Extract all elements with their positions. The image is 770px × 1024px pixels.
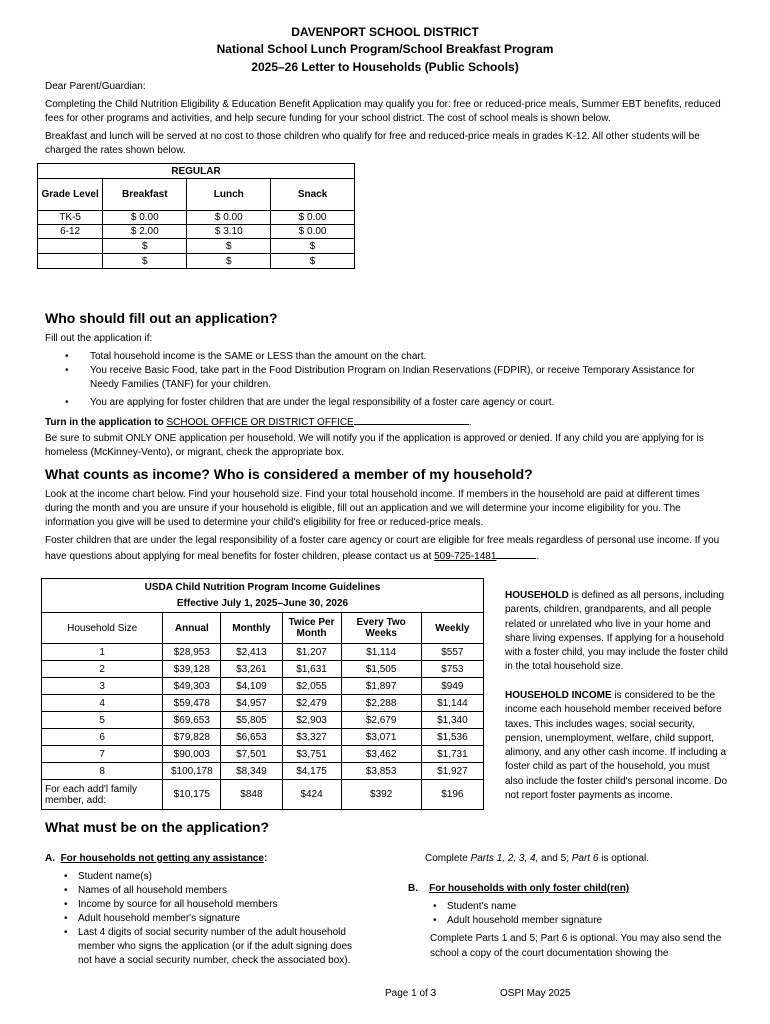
- income-table-title: [42, 579, 484, 613]
- table-row: [38, 225, 355, 239]
- table-cell: $: [103, 254, 187, 269]
- table-cell: $1,536: [421, 729, 483, 746]
- who-bullet-list: [45, 350, 725, 410]
- income-header: Annual: [163, 613, 221, 644]
- list-item: • You receive Basic Food, take part in the Food Distribution Program on Indian Reservations (FDPIR), or receive Temporary Assistance for Needy Families (TANF) for your children.: [45, 364, 725, 392]
- table-cell: $7,501: [221, 746, 282, 763]
- table-cell: 3: [42, 678, 163, 695]
- footer-org: OSPI May 2025: [500, 988, 571, 999]
- table-cell: $1,505: [341, 661, 421, 678]
- income-term: HOUSEHOLD INCOME: [505, 690, 612, 701]
- table-cell: $39,128: [163, 661, 221, 678]
- section-a-list: [62, 870, 362, 968]
- list-item: • You are applying for foster children that are under the legal responsibility of a foster care agency or court.: [45, 396, 725, 410]
- table-cell: $2,055: [282, 678, 341, 695]
- table-cell: $1,897: [341, 678, 421, 695]
- table-cell: 4: [42, 695, 163, 712]
- table-cell: $1,927: [421, 763, 483, 780]
- income-definition: [505, 689, 730, 803]
- list-item: • Last 4 digits of social security number of the adult household member who signs the application (or if the adult signing does not have a social security number, check the associated box).: [62, 926, 362, 968]
- list-item: • Student's name: [431, 900, 721, 914]
- table-cell: 8: [42, 763, 163, 780]
- income-text: is considered to be the income each household member received before taxes. This includes wages, social security, pension, unemployment, welfare, child support, alimony, and any other cash income. If including a foster child as part of the household, you must also include the foster child's personal income. Do not report foster payments as income.: [505, 690, 728, 802]
- table-cell: 2: [42, 661, 163, 678]
- table-cell: $10,175: [163, 780, 221, 810]
- income-header: Household Size: [42, 613, 163, 644]
- table-cell: $69,653: [163, 712, 221, 729]
- table-cell: $3,327: [282, 729, 341, 746]
- table-cell: $49,303: [163, 678, 221, 695]
- table-cell: $ 0.00: [271, 225, 355, 239]
- complete-parts: Parts 1, 2, 3, 4,: [470, 853, 539, 864]
- table-cell: $: [271, 254, 355, 269]
- table-cell: $ 2.00: [103, 225, 187, 239]
- table-row: [42, 712, 484, 729]
- table-cell: $79,828: [163, 729, 221, 746]
- table-cell: $1,731: [421, 746, 483, 763]
- meal-header: Lunch: [187, 179, 271, 211]
- table-row: [42, 678, 484, 695]
- table-row: [38, 254, 355, 269]
- table-row: [42, 644, 484, 661]
- section-a-title: A. For households not getting any assistance:: [45, 853, 268, 864]
- list-item: • Income by source for all household members: [62, 898, 362, 912]
- section-a-complete: [425, 852, 725, 866]
- income-paragraph-1: Look at the income chart below. Find your household size. Find your total household income. If members in the household are paid at different times during the month and you are unsure if your household is eligible, fill out an application and we will determine your income eligibility for you. The information you give will be used to determine your child's eligibility for free or reduced-price meals.: [45, 489, 700, 528]
- table-cell: $3,853: [341, 763, 421, 780]
- district-title: DAVENPORT SCHOOL DISTRICT: [291, 25, 479, 39]
- table-cell: $6,653: [221, 729, 282, 746]
- table-cell: $2,288: [341, 695, 421, 712]
- table-cell: $4,175: [282, 763, 341, 780]
- submit-note: Be sure to submit ONLY ONE application per household. We will notify you if the application is approved or denied. If any child you are applying for is homeless (McKinney-Vento), or migrant, check the appropriate box.: [45, 433, 704, 458]
- table-cell: $3,261: [221, 661, 282, 678]
- list-item: • Adult household member's signature: [62, 912, 362, 926]
- section-b-title: [408, 882, 728, 896]
- turn-in-blank: [354, 414, 469, 425]
- table-cell: $5,805: [221, 712, 282, 729]
- application-heading: What must be on the application?: [45, 819, 269, 835]
- income-table-title-1: USDA Child Nutrition Program Income Guidelines: [144, 581, 381, 593]
- table-cell: $: [187, 239, 271, 254]
- household-definition: [505, 589, 730, 675]
- table-cell: [38, 254, 103, 269]
- table-cell: $ 3.10: [187, 225, 271, 239]
- table-row: [42, 763, 484, 780]
- table-cell: $753: [421, 661, 483, 678]
- turn-in-place: SCHOOL OFFICE OR DISTRICT OFFICE: [166, 417, 354, 428]
- table-row: [42, 729, 484, 746]
- letter-title: 2025–26 Letter to Households (Public Schools): [251, 60, 519, 74]
- table-cell: $3,071: [341, 729, 421, 746]
- income-table-title-2: Effective July 1, 2025–June 30, 2026: [176, 597, 349, 609]
- table-cell: $3,462: [341, 746, 421, 763]
- table-cell: $1,340: [421, 712, 483, 729]
- complete-text: is optional.: [598, 853, 650, 864]
- table-cell: $848: [221, 780, 282, 810]
- table-cell: 6-12: [38, 225, 103, 239]
- table-cell: $1,207: [282, 644, 341, 661]
- section-b-list: [431, 900, 721, 928]
- table-row: [38, 211, 355, 225]
- table-cell: $196: [421, 780, 483, 810]
- table-cell: $: [103, 239, 187, 254]
- household-text: is defined as all persons, including parents, children, grandparents, and all people related or unrelated who live in your home and share living expenses. If applying for a household with a foster child, you may include the foster child in the total household size.: [505, 590, 728, 673]
- income-header: Monthly: [221, 613, 282, 644]
- table-row: [42, 746, 484, 763]
- program-title: National School Lunch Program/School Breakfast Program: [216, 42, 554, 56]
- meal-price-table: [37, 163, 355, 269]
- table-cell: 6: [42, 729, 163, 746]
- income-header: Every Two Weeks: [341, 613, 421, 644]
- table-cell: $100,178: [163, 763, 221, 780]
- list-item: • Student name(s): [62, 870, 362, 884]
- contact-phone[interactable]: 509-725-1481: [434, 551, 497, 562]
- complete-text: Complete: [425, 853, 471, 864]
- table-cell: $59,478: [163, 695, 221, 712]
- meal-header: Snack: [271, 179, 355, 211]
- table-cell: $1,144: [421, 695, 483, 712]
- turn-in-line: Turn in the application to SCHOOL OFFICE OR DISTRICT OFFICE .: [45, 414, 725, 430]
- table-cell: $392: [341, 780, 421, 810]
- intro-paragraph-1: Completing the Child Nutrition Eligibility & Education Benefit Application may qualify you for: free or reduced-price meals, Summer EBT benefits, reduced fees for other programs and activities, and help secure funding for your school district. The cost of school meals is shown below.: [45, 99, 721, 124]
- table-cell: $2,903: [282, 712, 341, 729]
- table-cell: $28,953: [163, 644, 221, 661]
- table-row: [42, 780, 484, 810]
- table-cell: $3,751: [282, 746, 341, 763]
- table-cell: $ 0.00: [271, 211, 355, 225]
- who-heading: Who should fill out an application?: [45, 310, 278, 326]
- section-a-label: A.: [45, 853, 55, 864]
- meal-table-title: REGULAR: [38, 164, 355, 179]
- table-cell: $: [187, 254, 271, 269]
- who-lead: Fill out the application if:: [45, 333, 153, 344]
- table-row: [42, 695, 484, 712]
- foster-text: Foster children that are under the legal responsibility of a foster care agency or court are eligible for free meals regardless of personal use income. If you have questions about applying for meal benefits for foster children, please contact us at: [45, 535, 720, 562]
- income-paragraph-2: Foster children that are under the legal responsibility of a foster care agency or court are eligible for free meals regardless of personal use income. If you have questions about applying for meal benefits for foster children, please contact us at 509-725-1481 .: [45, 535, 720, 562]
- section-a-heading: For households not getting any assistance: [60, 853, 264, 864]
- section-b-label: B.: [408, 883, 418, 894]
- income-header: Weekly: [421, 613, 483, 644]
- complete-text: and 5;: [538, 853, 572, 864]
- household-term: HOUSEHOLD: [505, 590, 569, 601]
- table-cell: $ 0.00: [187, 211, 271, 225]
- income-header: Twice Per Month: [282, 613, 341, 644]
- table-cell: 5: [42, 712, 163, 729]
- table-cell: 7: [42, 746, 163, 763]
- table-cell: $ 0.00: [103, 211, 187, 225]
- phone-blank: [496, 548, 536, 559]
- list-item: • Adult household member signature: [431, 914, 721, 928]
- list-item: • Names of all household members: [62, 884, 362, 898]
- table-cell: $90,003: [163, 746, 221, 763]
- table-cell: TK-5: [38, 211, 103, 225]
- table-cell: $4,109: [221, 678, 282, 695]
- table-cell: $1,114: [341, 644, 421, 661]
- table-cell: [38, 239, 103, 254]
- section-b-complete: Complete Parts 1 and 5; Part 6 is optional. You may also send the school a copy of the court documentation showing the: [430, 933, 722, 959]
- income-heading: What counts as income? Who is considered a member of my household?: [45, 466, 533, 482]
- greeting: Dear Parent/Guardian:: [45, 81, 146, 92]
- table-cell: $1,631: [282, 661, 341, 678]
- table-cell: $2,479: [282, 695, 341, 712]
- table-row: [38, 239, 355, 254]
- table-row: [42, 661, 484, 678]
- table-cell: $2,413: [221, 644, 282, 661]
- intro-paragraph-2: Breakfast and lunch will be served at no cost to those children who qualify for free and reduced-price meals in grades K-12. All other students will be charged the rates shown below.: [45, 131, 700, 156]
- table-cell: 1: [42, 644, 163, 661]
- table-cell: $4,957: [221, 695, 282, 712]
- complete-optional: Part 6: [571, 853, 599, 864]
- table-cell: $8,349: [221, 763, 282, 780]
- table-cell: $: [271, 239, 355, 254]
- table-cell: $424: [282, 780, 341, 810]
- table-cell: $2,679: [341, 712, 421, 729]
- meal-header: Breakfast: [103, 179, 187, 211]
- table-cell: $949: [421, 678, 483, 695]
- table-cell: For each add'l family member, add:: [42, 780, 163, 810]
- section-b-heading: For households with only foster child(ren): [429, 883, 630, 894]
- turn-in-label: Turn in the application to: [45, 417, 167, 428]
- table-cell: $557: [421, 644, 483, 661]
- page-number: Page 1 of 3: [385, 988, 437, 999]
- meal-header: Grade Level: [38, 179, 103, 211]
- income-guidelines-table: [41, 578, 484, 810]
- list-item: • Total household income is the SAME or LESS than the amount on the chart.: [45, 350, 725, 364]
